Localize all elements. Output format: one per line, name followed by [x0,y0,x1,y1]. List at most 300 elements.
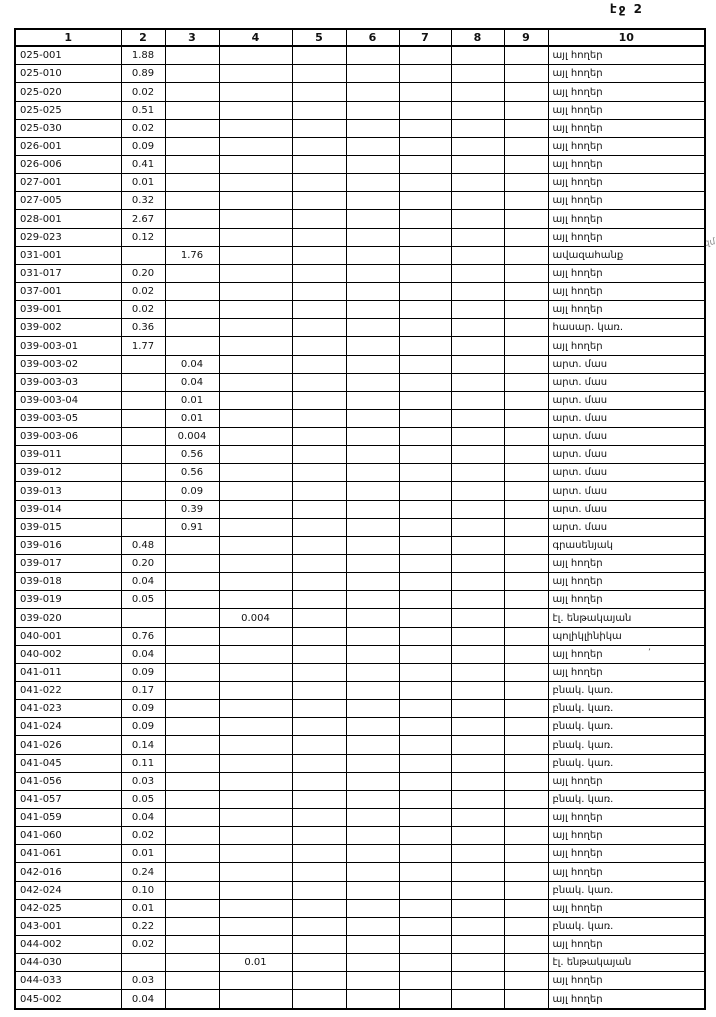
cell-col8 [451,790,504,808]
header-cell-col10: 10 [548,29,705,46]
cell-col4 [219,627,292,645]
cell-land-use-label: բնակ. կառ. [548,700,705,718]
cell-col9 [504,972,548,990]
cell-col7 [399,228,451,246]
cell-col8 [451,663,504,681]
cell-col6 [346,917,399,935]
cell-col7 [399,772,451,790]
table-row [15,319,705,337]
cell-col3 [165,301,219,319]
cell-col2: 0.32 [121,192,165,210]
table-row [15,192,705,210]
cell-col8 [451,65,504,83]
cell-col3 [165,809,219,827]
cell-col2: 0.02 [121,83,165,101]
cell-col9 [504,917,548,935]
cell-col8 [451,700,504,718]
cell-col2: 0.01 [121,174,165,192]
cell-col3: 0.56 [165,446,219,464]
cell-land-use-label: բնակ. կառ. [548,754,705,772]
table-row [15,409,705,427]
cell-col3: 0.39 [165,500,219,518]
table-row [15,464,705,482]
cell-col7 [399,210,451,228]
cell-col5 [292,627,346,645]
cell-col4 [219,174,292,192]
cell-col8 [451,536,504,554]
cell-col8 [451,591,504,609]
cell-col6 [346,464,399,482]
cell-col4 [219,917,292,935]
cell-col7 [399,518,451,536]
header-cell-col3: 3 [165,29,219,46]
cell-col3 [165,155,219,173]
cell-col7 [399,682,451,700]
cell-col4 [219,192,292,210]
cell-col5 [292,119,346,137]
cell-col4 [219,518,292,536]
table-row [15,355,705,373]
cell-col9 [504,700,548,718]
cell-col4 [219,845,292,863]
cell-parcel-code: 029-023 [15,228,121,246]
cell-col7 [399,536,451,554]
cell-col8 [451,936,504,954]
cell-land-use-label: այլ հողեր [548,827,705,845]
cell-col4 [219,809,292,827]
cell-land-use-label: այլ հողեր [548,155,705,173]
cell-col9 [504,337,548,355]
cell-col5 [292,337,346,355]
cell-col7 [399,573,451,591]
cell-land-use-label: արտ. մաս [548,355,705,373]
cell-col9 [504,845,548,863]
cell-col7 [399,809,451,827]
cell-col4 [219,101,292,119]
cell-col2: 0.48 [121,536,165,554]
table-header [15,29,705,46]
cell-col4 [219,790,292,808]
cell-land-use-label: այլ հողեր [548,83,705,101]
table-row [15,627,705,645]
table-row [15,754,705,772]
cell-col2 [121,518,165,536]
cell-parcel-code: 044-002 [15,936,121,954]
cell-col3 [165,881,219,899]
cell-col3 [165,700,219,718]
cell-col4 [219,700,292,718]
table-row [15,718,705,736]
cell-col7 [399,500,451,518]
cell-parcel-code: 039-014 [15,500,121,518]
page-number-label: էջ 2 [609,2,644,16]
cell-parcel-code: 026-006 [15,155,121,173]
cell-col9 [504,627,548,645]
cell-col7 [399,46,451,65]
cell-col5 [292,83,346,101]
cell-col7 [399,790,451,808]
cell-land-use-label: արտ. մաս [548,428,705,446]
cell-col8 [451,446,504,464]
cell-col5 [292,174,346,192]
cell-parcel-code: 045-002 [15,990,121,1009]
cell-col8 [451,555,504,573]
cell-col9 [504,319,548,337]
cell-col6 [346,609,399,627]
cell-parcel-code: 041-060 [15,827,121,845]
cell-col6 [346,972,399,990]
cell-col9 [504,301,548,319]
cell-parcel-code: 041-061 [15,845,121,863]
cell-col8 [451,264,504,282]
cell-col5 [292,954,346,972]
cell-col5 [292,555,346,573]
cell-col9 [504,718,548,736]
cell-col2: 0.41 [121,155,165,173]
cell-land-use-label: այլ հողեր [548,282,705,300]
cell-col2: 0.04 [121,645,165,663]
table-body [15,46,705,1009]
cell-col8 [451,482,504,500]
cell-col9 [504,827,548,845]
cell-col5 [292,46,346,65]
table-row [15,663,705,681]
cell-parcel-code: 039-003-06 [15,428,121,446]
cell-col3: 0.01 [165,409,219,427]
cell-parcel-code: 025-010 [15,65,121,83]
table-row [15,246,705,264]
cell-parcel-code: 041-024 [15,718,121,736]
cell-col4 [219,555,292,573]
cell-col5 [292,391,346,409]
cell-col6 [346,518,399,536]
cell-col6 [346,246,399,264]
cell-land-use-label: հասար. կառ. [548,319,705,337]
cell-col3 [165,954,219,972]
cell-col2: 1.77 [121,337,165,355]
cell-col8 [451,881,504,899]
cell-parcel-code: 039-012 [15,464,121,482]
cell-col4 [219,718,292,736]
cell-land-use-label: արտ. մաս [548,446,705,464]
cell-col8 [451,972,504,990]
cell-land-use-label: էլ. ենթակայան [548,954,705,972]
cell-col6 [346,627,399,645]
cell-col3 [165,591,219,609]
table-row [15,101,705,119]
cell-col8 [451,736,504,754]
cell-col2 [121,609,165,627]
cell-col4 [219,46,292,65]
cell-col9 [504,899,548,917]
cell-land-use-label: այլ հողեր [548,555,705,573]
cell-col2: 0.09 [121,718,165,736]
cell-parcel-code: 027-005 [15,192,121,210]
cell-col4 [219,573,292,591]
cell-col3 [165,65,219,83]
cell-col4 [219,373,292,391]
table-row [15,609,705,627]
cell-parcel-code: 025-001 [15,46,121,65]
cell-col9 [504,790,548,808]
cell-col6 [346,591,399,609]
cell-col6 [346,355,399,373]
cell-col5 [292,264,346,282]
cell-col9 [504,954,548,972]
cell-col2: 0.04 [121,573,165,591]
cell-col4 [219,428,292,446]
cell-col4 [219,591,292,609]
cell-col2: 0.20 [121,555,165,573]
cell-col5 [292,446,346,464]
cell-col2 [121,373,165,391]
land-register-table [14,28,706,1010]
header-cell-col4: 4 [219,29,292,46]
cell-col9 [504,482,548,500]
cell-parcel-code: 044-030 [15,954,121,972]
cell-col9 [504,137,548,155]
cell-col6 [346,663,399,681]
cell-col8 [451,772,504,790]
cell-col3 [165,555,219,573]
cell-col3 [165,627,219,645]
cell-col3 [165,736,219,754]
cell-col4 [219,827,292,845]
cell-col4 [219,500,292,518]
cell-parcel-code: 025-020 [15,83,121,101]
cell-col5 [292,246,346,264]
cell-col3 [165,790,219,808]
cell-col4 [219,282,292,300]
cell-col6 [346,863,399,881]
cell-col7 [399,754,451,772]
cell-col2 [121,446,165,464]
cell-parcel-code: 041-059 [15,809,121,827]
cell-col5 [292,917,346,935]
cell-col5 [292,972,346,990]
cell-parcel-code: 039-002 [15,319,121,337]
cell-col3 [165,174,219,192]
cell-col3 [165,936,219,954]
cell-col6 [346,772,399,790]
cell-col5 [292,609,346,627]
table-row [15,282,705,300]
cell-col5 [292,573,346,591]
cell-col9 [504,464,548,482]
table-row [15,917,705,935]
table-row [15,373,705,391]
cell-col8 [451,500,504,518]
cell-col3: 0.91 [165,518,219,536]
cell-col4 [219,972,292,990]
cell-col7 [399,119,451,137]
cell-col6 [346,101,399,119]
cell-col4 [219,155,292,173]
table-row [15,391,705,409]
cell-col4 [219,936,292,954]
cell-land-use-label: արտ. մաս [548,373,705,391]
cell-col2: 2.67 [121,210,165,228]
table-row [15,591,705,609]
cell-col8 [451,718,504,736]
cell-col4 [219,736,292,754]
cell-col6 [346,319,399,337]
cell-land-use-label: այլ հողեր [548,137,705,155]
cell-land-use-label: այլ հողեր [548,119,705,137]
table-row [15,65,705,83]
cell-col9 [504,573,548,591]
cell-col7 [399,101,451,119]
cell-col2 [121,482,165,500]
cell-col5 [292,591,346,609]
table-row [15,555,705,573]
cell-col3: 0.56 [165,464,219,482]
cell-parcel-code: 025-030 [15,119,121,137]
cell-col3 [165,319,219,337]
cell-col9 [504,609,548,627]
cell-col5 [292,736,346,754]
cell-col8 [451,101,504,119]
cell-col7 [399,700,451,718]
cell-col4: 0.004 [219,609,292,627]
cell-col2: 0.09 [121,700,165,718]
cell-col8 [451,428,504,446]
cell-col5 [292,772,346,790]
cell-col6 [346,482,399,500]
cell-col7 [399,954,451,972]
cell-col2: 0.02 [121,301,165,319]
cell-col2 [121,391,165,409]
cell-land-use-label: բնակ. կառ. [548,881,705,899]
cell-col7 [399,645,451,663]
cell-col9 [504,936,548,954]
cell-col6 [346,65,399,83]
cell-parcel-code: 043-001 [15,917,121,935]
table-row [15,845,705,863]
cell-parcel-code: 027-001 [15,174,121,192]
cell-col9 [504,809,548,827]
cell-col8 [451,210,504,228]
cell-col9 [504,555,548,573]
cell-col6 [346,555,399,573]
cell-col2 [121,409,165,427]
cell-col7 [399,482,451,500]
cell-col4 [219,228,292,246]
cell-col5 [292,845,346,863]
cell-col7 [399,881,451,899]
table-row [15,682,705,700]
cell-col6 [346,754,399,772]
cell-col7 [399,899,451,917]
cell-col8 [451,827,504,845]
table-header-row [15,29,705,46]
cell-col2: 0.02 [121,282,165,300]
table-row [15,573,705,591]
cell-col9 [504,409,548,427]
cell-col3 [165,609,219,627]
cell-col2: 0.01 [121,845,165,863]
cell-col9 [504,174,548,192]
cell-col9 [504,119,548,137]
cell-col5 [292,827,346,845]
cell-parcel-code: 041-045 [15,754,121,772]
cell-col6 [346,301,399,319]
cell-parcel-code: 040-002 [15,645,121,663]
cell-land-use-label: այլ հողեր [548,936,705,954]
cell-col2: 0.11 [121,754,165,772]
cell-land-use-label: այլ հողեր [548,772,705,790]
cell-col5 [292,301,346,319]
cell-col7 [399,373,451,391]
header-cell-col6: 6 [346,29,399,46]
cell-col4 [219,464,292,482]
cell-col7 [399,155,451,173]
cell-col2 [121,428,165,446]
cell-col5 [292,936,346,954]
table-row [15,990,705,1009]
cell-col9 [504,246,548,264]
cell-land-use-label: այլ հողեր [548,301,705,319]
cell-col5 [292,282,346,300]
header-cell-col2: 2 [121,29,165,46]
cell-col9 [504,65,548,83]
cell-land-use-label: արտ. մաս [548,518,705,536]
table-row [15,337,705,355]
table-row [15,827,705,845]
cell-col7 [399,936,451,954]
cell-parcel-code: 040-001 [15,627,121,645]
cell-col4 [219,754,292,772]
cell-col6 [346,174,399,192]
cell-col6 [346,282,399,300]
cell-col3 [165,137,219,155]
cell-parcel-code: 039-017 [15,555,121,573]
cell-col7 [399,137,451,155]
cell-col4 [219,355,292,373]
cell-col3 [165,827,219,845]
cell-col2 [121,246,165,264]
cell-col8 [451,337,504,355]
cell-land-use-label: գրասենյակ [548,536,705,554]
cell-col9 [504,591,548,609]
cell-land-use-label: արտ. մաս [548,500,705,518]
cell-col5 [292,718,346,736]
cell-col6 [346,228,399,246]
cell-col9 [504,682,548,700]
cell-col8 [451,391,504,409]
cell-col3: 0.09 [165,482,219,500]
cell-col3 [165,83,219,101]
cell-col7 [399,391,451,409]
cell-col7 [399,65,451,83]
cell-col3 [165,46,219,65]
cell-land-use-label: այլ հողեր [548,845,705,863]
cell-col3 [165,990,219,1009]
cell-col5 [292,990,346,1009]
cell-land-use-label: արտ. մաս [548,482,705,500]
cell-col2: 0.02 [121,119,165,137]
cell-col8 [451,464,504,482]
cell-col2: 0.24 [121,863,165,881]
cell-col3 [165,228,219,246]
cell-col3 [165,972,219,990]
cell-parcel-code: 031-017 [15,264,121,282]
cell-parcel-code: 042-016 [15,863,121,881]
cell-col6 [346,881,399,899]
cell-parcel-code: 041-026 [15,736,121,754]
cell-col7 [399,264,451,282]
cell-land-use-label: այլ հողեր [548,264,705,282]
